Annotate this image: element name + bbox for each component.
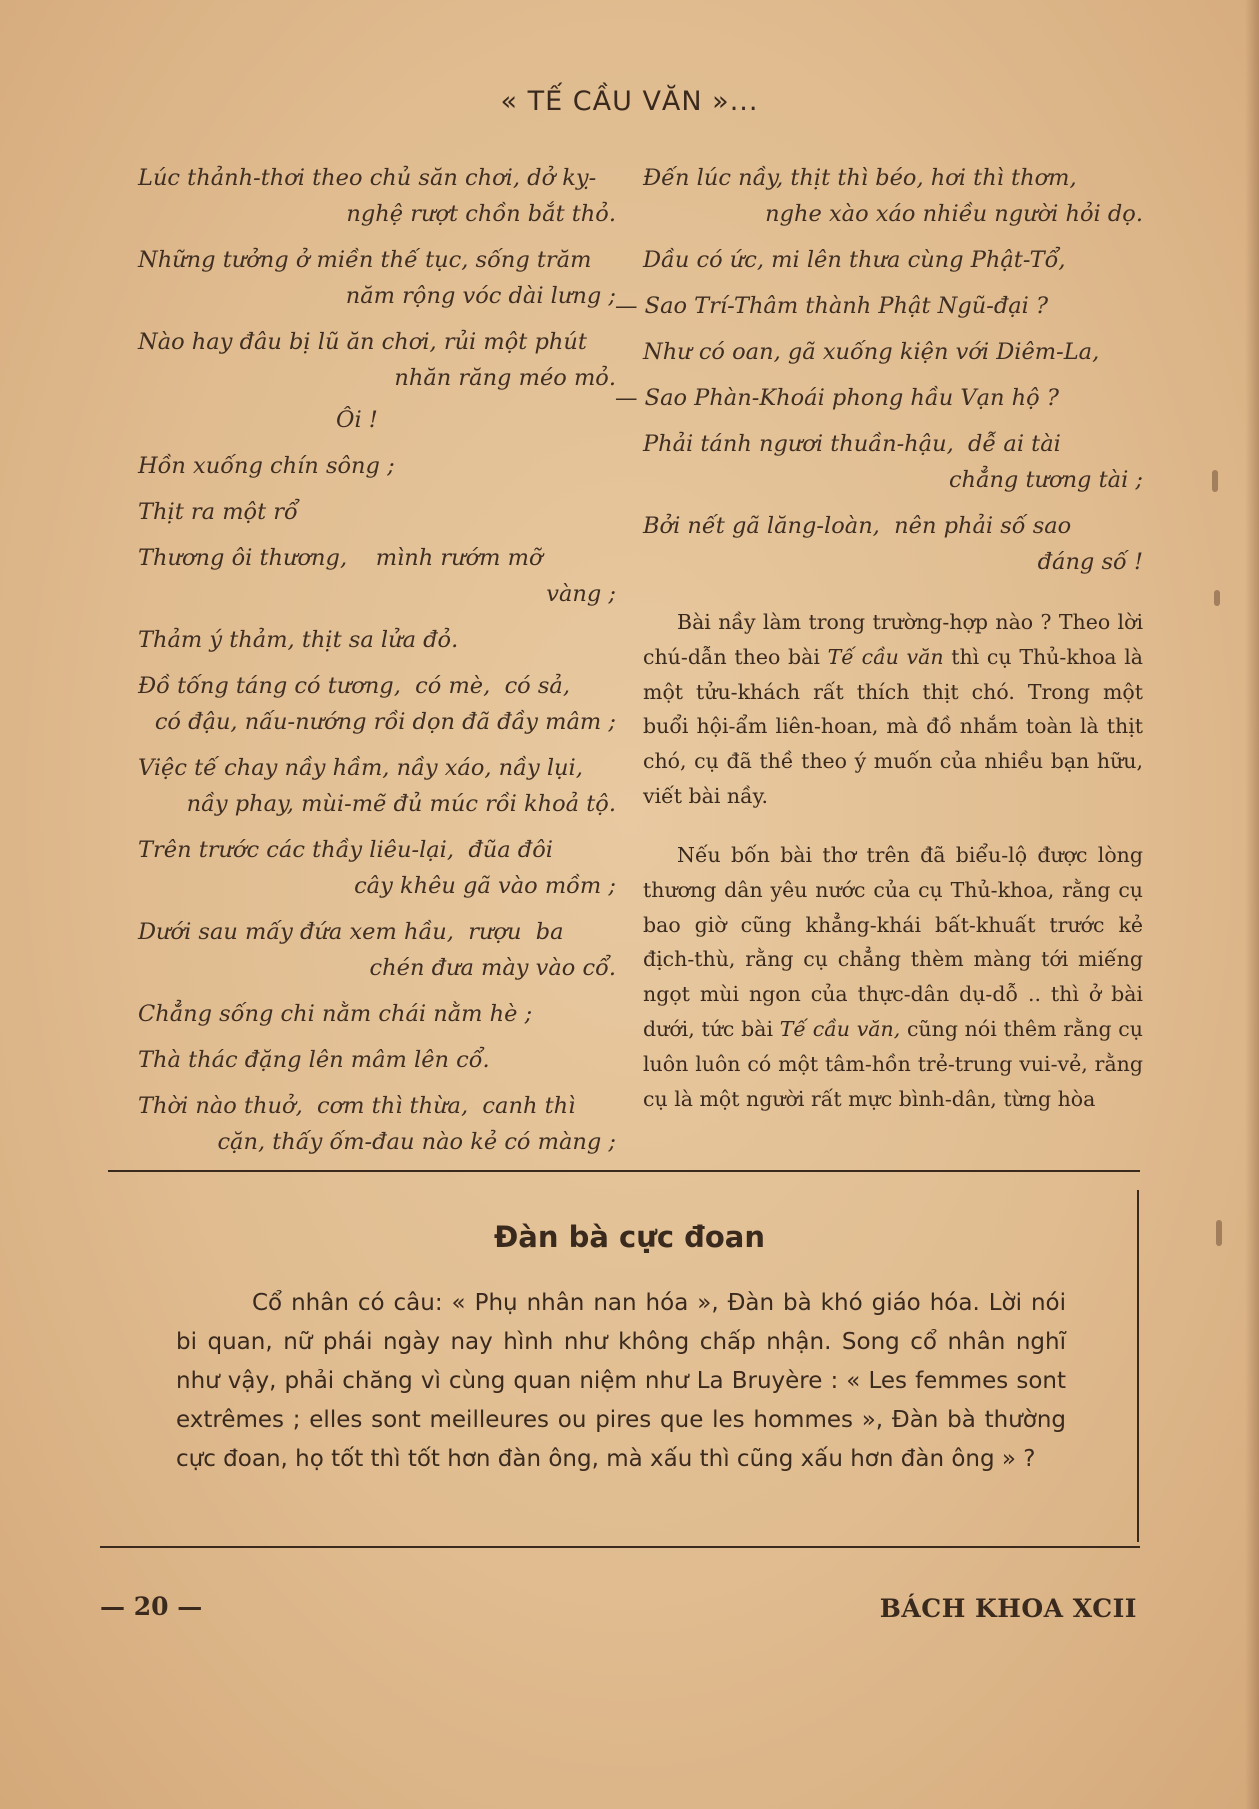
paper-wear-mark [1216,1220,1222,1246]
verse [138,750,616,822]
page-number: — 20 — [100,1592,203,1621]
verse [643,242,1143,278]
verse [138,448,616,484]
verse [615,380,1143,416]
verse-line: có đậu, nấu-nướng rồi dọn đã đầy mâm ; [154,709,616,735]
prose-text: cũng nói thêm rằng cụ luôn luôn có một tâm-hồn trẻ-trung vui-vẻ, rằng cụ là một người rất mực bình-dân, từng hòa [643,1016,1143,1111]
verse-line: Hồn xuống chín sông ; [138,453,395,479]
verse [138,1088,616,1160]
verse-line: vàng ; [546,581,616,607]
magazine-name: BÁCH KHOA XCII [879,1594,1137,1623]
right-column [615,160,1143,590]
verse-line: Bởi nết gã lăng-loàn, nên phải số sao [643,513,1072,539]
verse [138,160,616,232]
verse-line: Ôi ! [336,407,378,433]
verse-line: Thảm ý thảm, thịt sa lửa đỏ. [138,627,459,653]
verse-line: nhăn răng méo mỏ. [394,365,616,391]
verse [138,324,616,396]
box-bottom-rule [100,1546,1140,1548]
verse-line: Lúc thảnh-thơi theo chủ săn chơi, dở kỵ- [138,165,597,191]
verse-line: Đồ tống táng có tương, có mè, có sả, [138,673,570,699]
verse-line: Thời nào thuở, cơm thì thừa, canh thì [138,1093,576,1119]
verse [643,334,1143,370]
verse-line: Thà thác đặng lên mâm lên cổ. [138,1047,490,1073]
verse [138,914,616,986]
verse-line: Dưới sau mấy đứa xem hầu, rượu ba [138,919,564,945]
paper-wear-mark [1212,470,1218,492]
verse [138,242,616,314]
verse-line: Nào hay đâu bị lũ ăn chơi, rủi một phút [138,329,587,355]
verse [138,996,616,1032]
verse [138,832,616,904]
box-body: Cổ nhân có câu: « Phụ nhân nan hóa », Đàn bà khó giáo hóa. Lời nói bi quan, nữ phái ngày nay hình như không chấp nhận. Song cổ nhân nghĩ như vậy, phải chăng vì cùng quan niệm như La Bruyère : « Les femmes sont extrêmes ; elles sont meilleures ou pires que les hommes », Đàn bà thường cực đoan, họ tốt thì tốt hơn đàn ông, mà xấu thì cũng xấu hơn đàn ông » ? [176,1290,1066,1472]
verse-line: Việc tế chay nầy hầm, nầy xáo, nầy lụi, [138,755,583,781]
verse-line: Đến lúc nầy, thịt thì béo, hơi thì thơm, [643,165,1077,191]
verse-line: Thịt ra một rổ [138,499,298,525]
running-header: « TẾ CẦU VĂN »... [500,86,759,117]
prose-paragraph [643,605,1143,814]
verse [138,1042,616,1078]
verse-line: — Sao Phàn-Khoái phong hầu Vạn hộ ? [615,385,1059,411]
verse-line: chẳng tương tài ; [948,467,1143,493]
verse [643,508,1143,580]
box-top-rule [108,1170,1140,1172]
box-title: Đàn bà cực đoan [493,1220,766,1254]
verse [643,426,1143,498]
verse [138,402,616,438]
verse-line: — Sao Trí-Thâm thành Phật Ngũ-đại ? [615,293,1049,319]
verse [138,668,616,740]
verse-line: Dầu có ức, mi lên thưa cùng Phật-Tổ, [643,247,1066,273]
prose-italic: Tế cầu văn, [779,1016,901,1041]
verse-line: Trên trước các thầy liêu-lại, đũa đôi [138,837,553,863]
paper-wear-mark [1214,590,1220,606]
verse-line: Thương ôi thương, mình rướm mỡ [138,545,543,571]
verse [643,160,1143,232]
verse-line: cây khêu gã vào mồm ; [354,873,616,899]
verse-line: chén đưa mày vào cổ. [369,955,616,981]
verse-line: Chẳng sống chi nằm chái nằm hè ; [138,1001,533,1027]
prose-text: Nếu bốn bài thơ trên đã biểu-lộ được lòng thương dân yêu nước của cụ Thủ-khoa, rằng cụ bao giờ cũng khẳng-khái bất-khuất trước kẻ địch-thù, rằng cụ chẳng thèm màng tới miếng ngọt mùi ngon của thực-dân dụ-dỗ .. thì ở bài dưới, tức bài [643,843,1143,1041]
verse-line: Phải tánh ngươi thuần-hậu, dễ ai tài [643,431,1061,457]
verse-line: nghe xào xáo nhiều người hỏi dọ. [765,201,1143,227]
prose-text: thì cụ Thủ-khoa là một tửu-khách rất thích thịt chó. Trong một buổi hội-ẩm liên-hoan, mà đồ nhắm toàn là thịt chó, cụ đã thề theo ý muốn của nhiều bạn hữu, viết bài nầy. [643,644,1143,808]
verse-line: Những tưởng ở miền thế tục, sống trăm [138,247,592,273]
verse-line: nầy phay, mùi-mẽ đủ múc rồi khoả tộ. [186,791,616,817]
prose-italic: Tế cầu văn [827,644,944,669]
verse-line: Như có oan, gã xuống kiện với Diêm-La, [643,339,1100,365]
left-column [138,160,616,1170]
verse-line: cặn, thấy ốm-đau nào kẻ có màng ; [217,1129,616,1155]
prose-paragraph [643,838,1143,1116]
prose-text: Bài nầy làm trong trường-hợp nào ? Theo lời chú-dẫn theo bài [643,610,1143,669]
verse [615,288,1143,324]
verse [138,540,616,612]
verse [138,622,616,658]
verse-line: nghệ rượt chồn bắt thỏ. [346,201,616,227]
verse-line: đáng số ! [1037,549,1143,575]
verse-line: năm rộng vóc dài lưng ; [345,283,616,309]
verse [138,494,616,530]
